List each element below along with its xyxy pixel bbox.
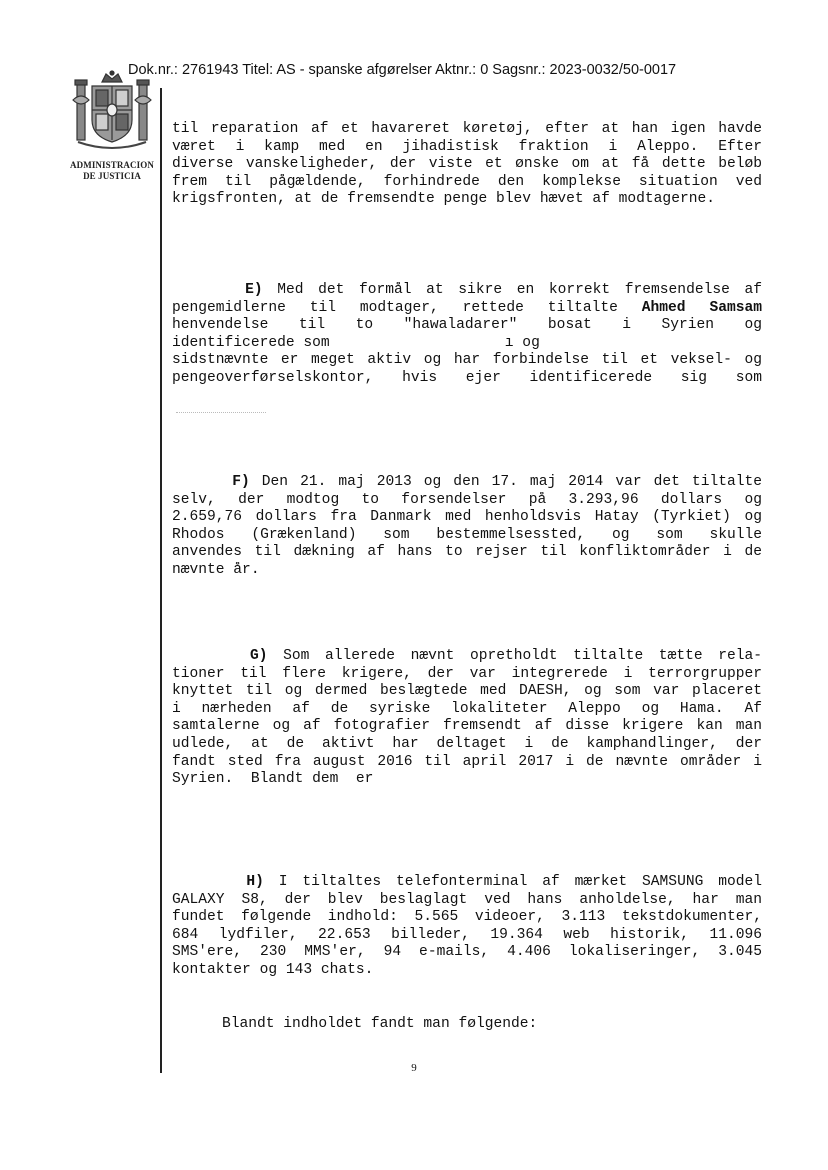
text-line: 2.659,76 dollars fra Danmark med henholdsvis Hatay (Tyrkiet) og — [172, 509, 762, 526]
paragraph-f — [172, 474, 762, 580]
text-line: GALAXY S8, der blev beslaglagt ved hans anholdelse, har man — [172, 891, 762, 908]
text-line: fundet følgende indhold: 5.565 videoer, 3.113 tekstdokumenter, — [172, 909, 762, 926]
text-line: frem til pågældende, forhindrede den komplekse situation ved — [172, 173, 762, 190]
text-line: henvendelse til to "hawaladarer" bosat i Syrien og — [172, 317, 762, 334]
text-line: til reparation af et havareret køretøj, efter at han igen havde — [172, 121, 762, 137]
emblem-caption-line1: ADMINISTRACION — [70, 160, 154, 170]
page-number: 9 — [411, 1062, 417, 1074]
closing-paragraph — [222, 1016, 762, 1034]
text-line: F) Den 21. maj 2013 og den 17. maj 2014 var det tiltalte — [232, 474, 762, 490]
intro-paragraph — [172, 121, 762, 209]
text-line: nævnte år. — [172, 561, 260, 578]
paragraph-marker: E) — [245, 282, 263, 298]
text-line: tioner til flere krigere, der var integrerede i terrorgrupper — [172, 665, 762, 682]
defendant-name: Ahmed Samsam — [641, 299, 762, 316]
document-header: Dok.nr.: 2761943 Titel: AS - spanske afgørelser Aktnr.: 0 Sagsnr.: 2023-0032/50-0017 — [128, 62, 677, 78]
text-line: pengemidlerne til modtager, rettede tiltalte Ahmed Samsam — [172, 299, 762, 316]
paragraph-g — [172, 648, 762, 789]
text-line: Blandt indholdet fandt man følgende: — [222, 1016, 538, 1032]
paragraph-marker: F) — [232, 474, 250, 490]
left-margin-rule — [160, 88, 162, 1073]
coat-of-arms-emblem — [64, 70, 160, 188]
text-line: G) Som allerede nævnt opretholdt tiltalte tætte rela- — [249, 648, 762, 664]
paragraph-h — [172, 874, 762, 980]
text-line: diverse vanskeligheder, der viste et ønske om at få dette beløb — [172, 156, 762, 173]
text-line: udlede, at de aktivt har deltaget i de kamphandlinger, der — [172, 735, 762, 752]
text-line: været i kamp med en jihadistisk fraktion i Aleppo. Efter — [172, 138, 762, 155]
text-line: Syrien. Blandt dem er — [172, 771, 374, 788]
text-line: anvendes til dækning af hans to rejser til konfliktområder i de — [172, 544, 762, 561]
text-line: samtalerne og af fotografier fremsendt af disse krigere kan man — [172, 718, 762, 735]
text-line: fandt sted fra august 2016 til april 2017 i de nævnte områder i — [172, 753, 762, 770]
text-line: pengeoverførselskontor, hvis ejer identificerede sig som — [172, 369, 762, 386]
emblem-caption — [64, 160, 160, 182]
text-line: i nærheden af de syriske lokaliteter Aleppo og Hama. Af — [172, 700, 762, 717]
emblem-caption-line2: DE JUSTICIA — [83, 171, 141, 181]
text-line: kontakter og 143 chats. — [172, 961, 374, 978]
text-line: knyttet til og dermed beslægtede med DAESH, og som var placeret — [172, 683, 762, 700]
paragraph-e — [172, 282, 762, 388]
text-line: krigsfronten, at de fremsendte penge blev hævet af modtagerne. — [172, 191, 715, 208]
paragraph-marker: G) — [249, 648, 268, 664]
text-line: E) Med det formål at sikre en korrekt fremsendelse af — [245, 282, 762, 298]
text-line: sidstnævnte er meget aktiv og har forbindelse til et veksel- og — [172, 352, 762, 369]
text-line: identificerede som ı og — [172, 334, 540, 351]
text-line: H) I tiltaltes telefonterminal af mærket SAMSUNG model — [246, 874, 762, 890]
text-line: SMS'ere, 230 MMS'er, 94 e-mails, 4.406 lokaliseringer, 3.045 — [172, 944, 762, 961]
text-line: selv, der modtog to forsendelser på 3.293,96 dollars og — [172, 491, 762, 508]
redaction-smudge — [176, 402, 266, 413]
crown-shield-icon — [68, 70, 156, 158]
text-line: 684 lydfiler, 22.653 billeder, 19.364 web historik, 11.096 — [172, 926, 762, 943]
text-line: Rhodos (Grækenland) som bestemmelsessted, og som skulle — [172, 526, 762, 543]
paragraph-marker: H) — [246, 874, 264, 890]
